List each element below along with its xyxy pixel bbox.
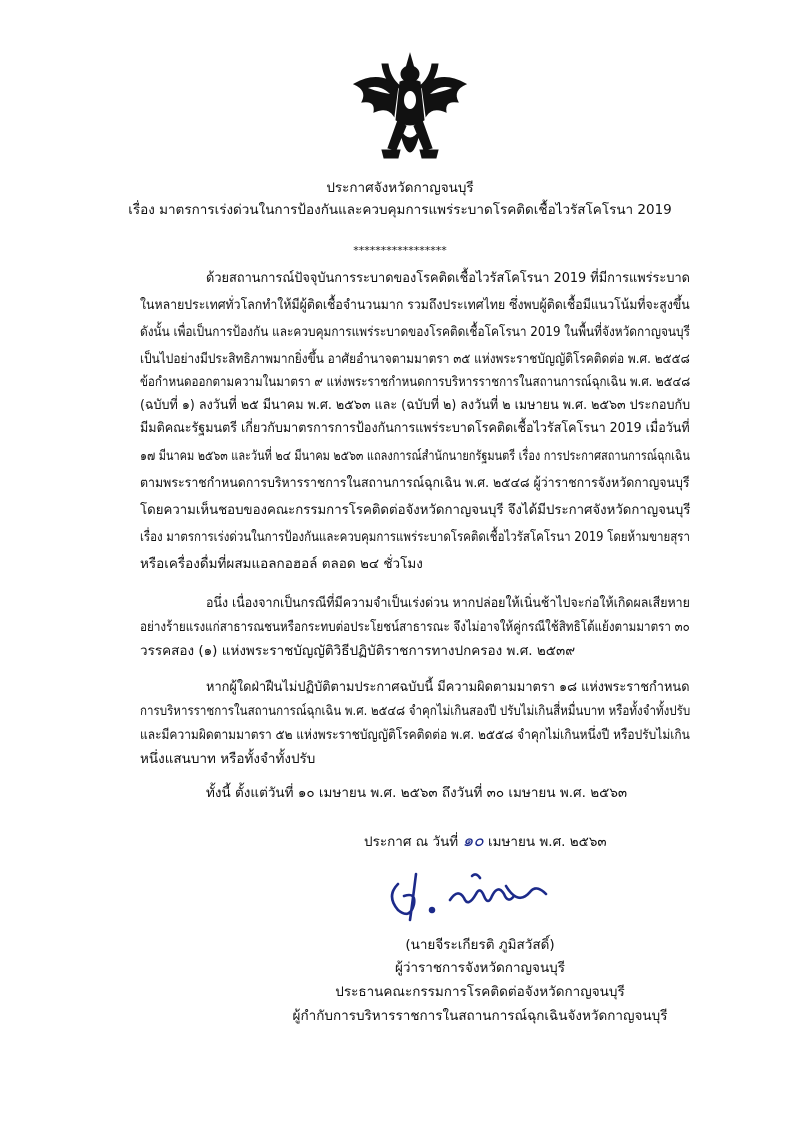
paragraph-1-line-9: ตามพระราชกำหนดการบริหารราชการในสถานการณ์ฉุกเฉิน พ.ศ. ๒๕๔๘ ผู้ว่าราชการจังหวัดกาญจนบุรี xyxy=(140,475,690,491)
effective-period: ทั้งนี้ ตั้งแต่วันที่ ๑๐ เมษายน พ.ศ. ๒๕๖๓ ถึงวันที่ ๓๐ เมษายน พ.ศ. ๒๕๖๓ xyxy=(206,785,628,801)
signatory-title-3: ผู้กำกับการบริหารราชการในสถานการณ์ฉุกเฉินจังหวัดกาญจนบุรี xyxy=(292,1008,668,1024)
paragraph-3-line-1: หากผู้ใดฝ่าฝืนไม่ปฏิบัติตามประกาศฉบับนี้ มีความผิดตามมาตรา ๑๘ แห่งพระราชกำหนด xyxy=(206,679,690,695)
paragraph-1-line-12: หรือเครื่องดื่มที่ผสมแอลกอฮอล์ ตลอด ๒๔ ชั่วโมง xyxy=(140,556,423,572)
paragraph-1-line-11: เรื่อง มาตรการเร่งด่วนในการป้องกันและควบคุมการแพร่ระบาดโรคติดเชื้อไวรัสโคโรนา 2019 โดยห้ามขายสุรา xyxy=(140,529,690,545)
paragraph-1-line-8: ๑๗ มีนาคม ๒๕๖๓ และวันที่ ๒๔ มีนาคม ๒๕๖๓ แถลงการณ์สำนักนายกรัฐมนตรี เรื่อง การประกาศสถานการณ์ฉุกเฉิน xyxy=(140,448,690,464)
paragraph-3-line-4: หนึ่งแสนบาท หรือทั้งจำทั้งปรับ xyxy=(140,751,316,767)
document-subject: เรื่อง มาตรการเร่งด่วนในการป้องกันและควบคุมการแพร่ระบาดโรคติดเชื้อไวรัสโคโรนา 2019 xyxy=(128,202,672,218)
signatory-title-2: ประธานคณะกรรมการโรคติดต่อจังหวัดกาญจนบุรี xyxy=(335,984,625,1000)
signatory-title-1: ผู้ว่าราชการจังหวัดกาญจนบุรี xyxy=(394,960,566,976)
announce-suffix: เมษายน พ.ศ. ๒๕๖๓ xyxy=(487,834,607,850)
handwritten-signature xyxy=(380,866,560,926)
paragraph-3-line-2: การบริหารราชการในสถานการณ์ฉุกเฉิน พ.ศ. ๒๕๔๘ จำคุกไม่เกินสองปี ปรับไม่เกินสี่หมื่นบาท หรือทั้งจำทั้งปรับ xyxy=(140,703,691,719)
paragraph-1-line-10: โดยความเห็นชอบของคณะกรรมการโรคติดต่อจังหวัดกาญจนบุรี จึงได้มีประกาศจังหวัดกาญจนบุรี xyxy=(140,502,691,518)
paragraph-3-line-3: และมีความผิดตามมาตรา ๕๒ แห่งพระราชบัญญัติโรคติดต่อ พ.ศ. ๒๕๕๘ จำคุกไม่เกินหนึ่งปี หรือปรับไม่เกิน xyxy=(140,727,690,743)
signatory-name: (นายจีระเกียรติ ภูมิสวัสดิ์) xyxy=(405,937,555,953)
paragraph-1-line-4: เป็นไปอย่างมีประสิทธิภาพมากยิ่งขึ้น อาศัยอำนาจตามมาตรา ๓๕ แห่งพระราชบัญญัติโรคติดต่อ พ.ศ. ๒๕๕๘ xyxy=(140,351,690,367)
paragraph-1-line-5: ข้อกำหนดออกตามความในมาตรา ๙ แห่งพระราชกำหนดการบริหารราชการในสถานการณ์ฉุกเฉิน พ.ศ. ๒๕๔๘ xyxy=(140,374,691,390)
separator-stars: ***************** xyxy=(353,244,447,257)
paragraph-1-line-1: ด้วยสถานการณ์ปัจจุบันการระบาดของโรคติดเชื้อไวรัสโคโรนา 2019 ที่มีการแพร่ระบาด xyxy=(206,270,690,286)
announce-prefix: ประกาศ ณ วันที่ xyxy=(364,834,459,850)
paragraph-1-line-6: (ฉบับที่ ๑) ลงวันที่ ๒๕ มีนาคม พ.ศ. ๒๕๖๓ และ (ฉบับที่ ๒) ลงวันที่ ๒ เมษายน พ.ศ. ๒๕๖๓ ประกอบกับ xyxy=(140,397,691,413)
announce-day-handwritten: ๑๐ xyxy=(462,831,484,851)
paragraph-1-line-2: ในหลายประเทศทั่วโลกทำให้มีผู้ติดเชื้อจำนวนมาก รวมถึงประเทศไทย ซึ่งพบผู้ติดเชื้อมีแนวโน้มที่จะสูงขึ้น xyxy=(140,297,690,313)
paragraph-2-line-3: วรรคสอง (๑) แห่งพระราชบัญญัติวิธีปฏิบัติราชการทางปกครอง พ.ศ. ๒๕๓๙ xyxy=(140,643,576,659)
announce-date-line xyxy=(364,831,607,852)
paragraph-1-line-7: มีมติคณะรัฐมนตรี เกี่ยวกับมาตรการการป้องกันการแพร่ระบาดโรคติดเชื้อไวรัสโคโรนา 2019 เมื่อวันที่ xyxy=(140,420,690,436)
paragraph-1-line-3: ดังนั้น เพื่อเป็นการป้องกัน และควบคุมการแพร่ระบาดของโรคติดเชื้อโคโรนา 2019 ในพื้นที่จังหวัดกาญจนบุรี xyxy=(140,324,690,340)
garuda-emblem-icon xyxy=(348,50,472,180)
paragraph-2-line-2: อย่างร้ายแรงแก่สาธารณชนหรือกระทบต่อประโยชน์สาธารณะ จึงไม่อาจให้คู่กรณีใช้สิทธิโต้แย้งตามมาตรา ๓๐ xyxy=(140,619,690,635)
paragraph-2-line-1: อนึ่ง เนื่องจากเป็นกรณีที่มีความจำเป็นเร่งด่วน หากปล่อยให้เนิ่นช้าไปจะก่อให้เกิดผลเสียหาย xyxy=(206,595,690,611)
document-title: ประกาศจังหวัดกาญจนบุรี xyxy=(326,180,474,196)
